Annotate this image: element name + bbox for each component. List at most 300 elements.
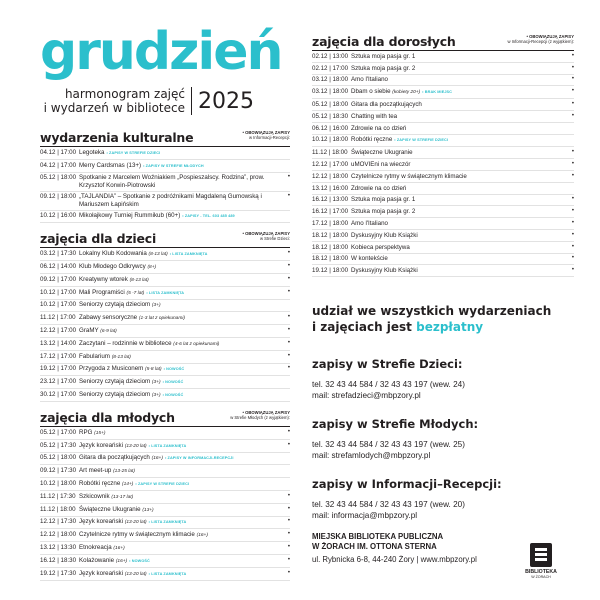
event-row: [312, 171, 574, 183]
event-title: Etnokreacja: [79, 543, 112, 551]
event-row: [312, 206, 574, 218]
event-title: Seniorzy czytają dzieciom: [79, 390, 151, 398]
event-title-wrap: [351, 173, 566, 180]
contact-youth: [312, 417, 574, 461]
event-row: [40, 555, 290, 568]
registration-bullet: •: [287, 288, 290, 295]
registration-bullet: •: [287, 518, 290, 525]
event-title-wrap: [351, 255, 566, 262]
registration-bullet: •: [287, 365, 290, 372]
event-title: RPG: [79, 428, 93, 436]
event-title-wrap: [351, 101, 566, 108]
event-datetime: 05.12 | 17:00: [40, 428, 77, 436]
subtitle: [40, 87, 192, 115]
section-header: [40, 410, 290, 425]
event-age: (3+): [151, 392, 161, 398]
event-title: Merry Cardsmas (13+): [79, 161, 142, 169]
event-title-wrap: [79, 544, 282, 552]
registration-bullet: •: [571, 149, 574, 156]
event-age: (14+): [122, 481, 134, 487]
event-title-wrap: [351, 232, 566, 239]
event-title-wrap: [79, 391, 282, 399]
registration-bullet: •: [287, 326, 290, 333]
registration-bullet: •: [287, 531, 290, 538]
event-title: GraMY: [79, 326, 99, 334]
event-title-wrap: [79, 429, 282, 437]
event-title-wrap: [79, 557, 282, 565]
event-title-wrap: [79, 480, 282, 488]
event-title-wrap: [79, 353, 282, 361]
event-datetime: 23.12 | 17:00: [40, 378, 77, 386]
event-age: (13-17 lat): [111, 494, 134, 500]
event-datetime: 05.12 | 18:00: [312, 100, 349, 108]
registration-bullet: •: [287, 275, 290, 282]
event-title: Seniorzy czytają dzieciom: [79, 378, 151, 386]
event-title-wrap: [351, 208, 566, 215]
library-logo: [520, 543, 562, 579]
participation-text: i zajęciach jest: [312, 320, 412, 335]
event-datetime: 03.12 | 18:00: [312, 76, 349, 84]
event-datetime: 12.12 | 18:00: [312, 172, 349, 180]
note-line-1: • OBOWIĄZUJĄ ZAPISY: [242, 231, 290, 237]
note-line-1: • OBOWIĄZUJĄ ZAPISY: [526, 34, 574, 39]
event-row: [40, 274, 290, 287]
event-row: [40, 248, 290, 261]
event-title-wrap: [79, 212, 282, 220]
event-title-wrap: [351, 53, 566, 60]
event-row: [312, 99, 574, 111]
event-age: (13-20 lat): [124, 520, 147, 526]
contact-reception: [312, 477, 574, 521]
event-datetime: 12.12 | 18:00: [40, 531, 77, 539]
event-age: (13+): [142, 507, 154, 513]
event-title-wrap: [79, 193, 282, 207]
event-title-wrap: [351, 65, 566, 72]
event-age: (13-20 lat): [124, 571, 147, 577]
event-title: Kolażowanie: [79, 556, 115, 564]
contact-title: zapisy w Strefie Młodych:: [312, 417, 479, 432]
event-tag: • ZAPISY W STREFIE DZIECI: [106, 150, 161, 155]
org-name-line-2: W ŻORACH IM. OTTONA STERNA: [312, 542, 437, 551]
section-kids: [40, 231, 290, 402]
event-datetime: 03.12 | 17:30: [40, 250, 77, 258]
event-datetime: 19.12 | 17:30: [40, 569, 77, 577]
event-title-wrap: [351, 125, 566, 132]
event-row: [312, 51, 574, 63]
event-title: W kontekście: [351, 255, 388, 263]
event-title: Seniorzy czytają dzieciom: [79, 301, 151, 309]
event-title-wrap: [79, 454, 282, 462]
event-title-wrap: [79, 149, 282, 157]
event-row: [312, 230, 574, 242]
event-datetime: 02.12 | 17:00: [312, 64, 349, 72]
contact-title: zapisy w Informacji–Recepcji:: [312, 477, 502, 492]
event-age: (1-3 lat z opiekunami): [138, 316, 185, 322]
event-datetime: 06.12 | 16:00: [312, 124, 349, 132]
event-list: [40, 248, 290, 402]
event-title: Dyskusyjny Klub Książki: [351, 231, 418, 239]
event-row: [40, 364, 290, 377]
event-title: Szkicownik: [79, 492, 110, 500]
event-title: Zaczytani – rodzinnie w bibliotece: [79, 339, 172, 347]
event-title-wrap: [351, 161, 566, 168]
event-row: [40, 338, 290, 351]
event-title-wrap: [79, 506, 282, 514]
event-title-wrap: [351, 196, 566, 203]
event-datetime: 02.12 | 13:00: [312, 52, 349, 60]
event-title-wrap: [79, 467, 282, 475]
event-age: (8-13 lat): [148, 252, 168, 258]
event-datetime: 13.12 | 13:30: [40, 543, 77, 551]
event-title: uMOVIEni na wieczór: [351, 160, 411, 168]
registration-bullet: •: [571, 160, 574, 167]
event-title: Sztuka moja pasja gr. 2: [351, 64, 416, 72]
year: 2025: [198, 88, 254, 114]
note-line-1: • OBOWIĄZUJĄ ZAPISY: [242, 130, 290, 135]
event-title: Kobieca perspektywa: [351, 243, 410, 251]
event-list: [40, 147, 290, 223]
event-tag: • LISTA ZAMKNIĘTA: [148, 443, 187, 448]
section-header: [40, 130, 290, 145]
event-row: [312, 242, 574, 254]
event-title-wrap: [79, 365, 282, 373]
event-row: [40, 478, 290, 491]
address: ul. Rybnicka 6-8, 44-240 Żory | www.mbpzory.pl: [312, 555, 477, 564]
event-datetime: 19.12 | 17:00: [40, 365, 77, 373]
event-datetime: 11.12 | 17:30: [40, 492, 76, 500]
event-title-wrap: [79, 162, 282, 170]
event-title: Zdrowie na co dzień: [351, 124, 407, 132]
event-datetime: 06.12 | 14:00: [40, 262, 77, 270]
event-age: (8+): [147, 264, 157, 270]
registration-bullet: •: [571, 52, 574, 59]
note-line-2: w Informacji-Recepcji:: [249, 135, 290, 140]
event-datetime: 11.12 | 18:00: [40, 505, 76, 513]
section-header: [312, 34, 574, 49]
event-title-wrap: [351, 76, 566, 83]
registration-bullet: •: [287, 556, 290, 563]
event-age: (13-25 lat): [113, 469, 135, 475]
event-datetime: 05.12 | 18:30: [312, 112, 349, 120]
event-tag: • NOWOŚĆ: [129, 558, 150, 563]
event-datetime: 18.12 | 18:00: [312, 255, 349, 263]
event-title-wrap: [79, 250, 282, 258]
event-datetime: 10.12 | 18:00: [312, 136, 349, 144]
event-row: [40, 211, 290, 224]
event-title: Przygoda z Musiconem: [79, 365, 144, 373]
event-title-wrap: [351, 185, 566, 192]
event-row: [40, 427, 290, 440]
registration-bullet: •: [287, 441, 290, 448]
event-datetime: 03.12 | 18:00: [312, 88, 349, 96]
book-logo-icon: [530, 543, 552, 567]
event-title: Chatting with tea: [351, 112, 398, 120]
event-row: [40, 542, 290, 555]
event-datetime: 17.12 | 17:00: [40, 352, 77, 360]
event-tag: • ZAPISY W STREFIE DZIECI: [135, 481, 190, 486]
registration-bullet: •: [287, 314, 290, 321]
registration-bullet: •: [571, 112, 574, 119]
free-highlight: bezpłatny: [416, 320, 484, 335]
registration-bullet: •: [287, 543, 290, 550]
event-row: [312, 63, 574, 75]
event-datetime: 10.12 | 18:00: [40, 479, 77, 487]
registration-note: [230, 410, 290, 420]
contact-phone: tel. 32 43 44 584 / 32 43 43 197 (wew. 20): [312, 500, 465, 510]
registration-bullet: •: [571, 100, 574, 107]
event-age: (16+): [113, 545, 125, 551]
note-line-2: w Informacji-Recepcji (z wyjątkiem):: [507, 39, 574, 44]
event-title-wrap: [79, 340, 282, 348]
event-age: (16+): [151, 456, 163, 462]
event-title-wrap: [79, 518, 282, 526]
registration-bullet: •: [287, 174, 290, 181]
event-title: Język koreański: [79, 518, 124, 526]
event-datetime: 09.12 | 17:00: [40, 275, 77, 283]
event-datetime: 30.12 | 17:00: [40, 390, 77, 398]
event-title-wrap: [351, 149, 566, 156]
event-datetime: 10.12 | 17:00: [40, 301, 77, 309]
contact-phone: tel. 32 43 44 584 / 32 43 43 197 (wew. 25): [312, 440, 465, 450]
participation-line-1: udział we wszystkich wydarzeniach: [312, 304, 552, 319]
event-row: [312, 254, 574, 266]
event-title: Kreatywny wtorek: [79, 275, 128, 283]
registration-bullet: •: [571, 243, 574, 250]
subtitle-line-2: i wydarzeń w bibliotece: [43, 101, 185, 115]
event-title: Amo l'Italiano: [351, 76, 388, 84]
event-title: Język koreański: [79, 569, 124, 577]
registration-note: [242, 231, 290, 241]
event-title: Art meet-up: [79, 467, 112, 475]
event-row: [40, 261, 290, 274]
event-title-wrap: [79, 442, 282, 450]
event-row: [40, 192, 290, 211]
event-row: [40, 440, 290, 453]
event-title: Lokalny Klub Kodowania: [79, 250, 147, 258]
event-row: [312, 159, 574, 171]
event-age: (8-13 lat): [129, 277, 149, 283]
event-list: [40, 427, 290, 581]
registration-bullet: •: [287, 193, 290, 200]
registration-bullet: •: [571, 196, 574, 203]
event-list: [312, 51, 574, 277]
logo-name: BIBLIOTEKA: [525, 569, 557, 575]
event-row: [312, 86, 574, 99]
registration-note: [242, 130, 290, 140]
event-datetime: 18.12 | 18:00: [312, 243, 349, 251]
event-row: [312, 111, 574, 123]
event-title-wrap: [79, 276, 282, 284]
event-title: Język koreański: [79, 441, 124, 449]
event-title: Gitara dla początkujących: [351, 100, 422, 108]
event-title-wrap: [351, 220, 566, 227]
event-row: [312, 123, 574, 135]
registration-bullet: •: [571, 255, 574, 262]
event-title: Spotkanie z Marcelem Woźniakiem „Pospieszalscy. Rodzina”, prow. Krzysztof Korwin-Piotrowski: [79, 174, 265, 189]
event-row: [40, 147, 290, 160]
registration-bullet: •: [287, 569, 290, 576]
event-title: Gitara dla początkujących: [79, 454, 150, 462]
event-title: „TAJLANDIA” – Spotkanie z podróżnikami Magdaleną Gumowską i Mariuszem Łapińskim: [79, 193, 262, 208]
event-row: [40, 376, 290, 389]
event-row: [40, 389, 290, 402]
registration-bullet: •: [571, 172, 574, 179]
event-datetime: 17.12 | 18:00: [312, 219, 349, 227]
event-title-wrap: [351, 113, 566, 120]
event-age: (4-6 lat z opiekunami): [173, 341, 220, 347]
event-title: Świąteczne Ukugranie: [79, 505, 141, 513]
event-tag: • LISTA ZAMKNIĘTA: [148, 571, 187, 576]
subheading: [40, 80, 290, 122]
event-datetime: 16.12 | 17:00: [312, 208, 349, 216]
subtitle-line-1: harmonogram zajęć: [64, 87, 185, 101]
event-age: (16+): [196, 533, 208, 539]
footer: [312, 532, 512, 565]
registration-bullet: •: [287, 352, 290, 359]
event-title: Robótki ręczne: [79, 479, 121, 487]
left-column: [40, 24, 290, 581]
event-datetime: 05.12 | 18:00: [40, 174, 77, 182]
section-title: wydarzenia kulturalne: [40, 130, 194, 145]
contact-phone: tel. 32 43 44 584 / 32 43 43 197 (wew. 24): [312, 380, 465, 390]
event-row: [312, 135, 574, 148]
event-row: [40, 453, 290, 466]
section-title: zajęcia dla dzieci: [40, 231, 157, 247]
contact-title: zapisy w Strefie Dzieci:: [312, 357, 463, 372]
event-age: (3+): [151, 380, 161, 386]
event-title-wrap: [79, 493, 282, 501]
section-youth: [40, 410, 290, 581]
event-title-wrap: [351, 136, 566, 144]
event-row: [312, 195, 574, 207]
org-name-line-1: MIEJSKA BIBLIOTEKA PUBLICZNA: [312, 532, 444, 541]
participation-line-2: [312, 319, 574, 335]
event-datetime: 19.12 | 18:00: [312, 267, 349, 275]
event-row: [40, 325, 290, 338]
event-title-wrap: [79, 378, 282, 386]
event-title: Sztuka moja pasja gr. 1: [351, 196, 416, 204]
registration-bullet: •: [571, 231, 574, 238]
event-tag: • BRAK MIEJSC: [422, 90, 453, 95]
event-tag: • ZAPISY - TEL. 603 485 489: [182, 214, 235, 219]
registration-bullet: •: [287, 428, 290, 435]
section-title: zajęcia dla dorosłych: [312, 34, 456, 49]
event-title: Mali Programiści: [79, 288, 125, 296]
registration-note: [507, 34, 574, 44]
event-title: Robótki ręczne: [351, 136, 393, 144]
event-row: [40, 300, 290, 313]
free-participation-note: [312, 303, 574, 335]
event-tag: • NOWOŚĆ: [162, 392, 184, 397]
event-datetime: 09.12 | 18:00: [40, 193, 77, 201]
event-title: Zdrowie na co dzień: [351, 184, 407, 192]
event-row: [312, 147, 574, 159]
event-datetime: 16.12 | 13:00: [312, 196, 349, 204]
contact-email[interactable]: mail: informacja@mbpzory.pl: [312, 511, 418, 521]
contact-email[interactable]: mail: strefamlodych@mbpzory.pl: [312, 451, 431, 461]
event-age: (kobiety 20+): [392, 90, 421, 96]
event-datetime: 05.12 | 18:00: [40, 454, 77, 462]
event-row: [40, 491, 290, 504]
registration-bullet: •: [287, 339, 290, 346]
registration-bullet: •: [571, 88, 574, 95]
event-age: (16+): [115, 558, 128, 564]
event-title-wrap: [79, 327, 282, 335]
event-row: [312, 183, 574, 195]
event-age: (6-9 lat): [100, 328, 117, 334]
event-datetime: 12.12 | 17:00: [40, 326, 77, 334]
note-line-2: w Strefie Dzieci:: [259, 236, 290, 242]
registration-bullet: •: [287, 492, 290, 499]
event-title-wrap: [351, 267, 566, 274]
event-row: [40, 160, 290, 173]
event-title-wrap: [79, 531, 282, 539]
event-tag: • ZAPISY W INFORMACJI-RECEPCJI: [164, 456, 234, 461]
registration-bullet: •: [287, 250, 290, 257]
event-tag: • ZAPISY W STREFIE MŁODYCH: [143, 163, 204, 168]
registration-bullet: •: [287, 262, 290, 269]
event-datetime: 10.12 | 16:00: [40, 212, 77, 220]
event-age: (8-13 lat): [111, 354, 131, 360]
event-row: [40, 173, 290, 192]
registration-bullet: •: [571, 64, 574, 71]
event-row: [40, 568, 290, 581]
event-title-wrap: [351, 88, 566, 96]
event-row: [40, 287, 290, 300]
event-title: Amo l'Italiano: [351, 219, 388, 227]
event-tag: • LISTA ZAMKNIĘTA: [146, 290, 185, 295]
event-datetime: 11.12 | 17:00: [40, 314, 76, 322]
event-datetime: 11.12 | 18:00: [312, 149, 348, 157]
right-column: [312, 34, 574, 521]
event-title-wrap: [79, 174, 282, 188]
event-datetime: 12.12 | 17:00: [312, 160, 349, 168]
registration-bullet: •: [571, 267, 574, 274]
event-row: [312, 75, 574, 87]
event-title: Czytelnicze rytmy w świątecznym klimacie: [79, 531, 195, 539]
event-row: [40, 312, 290, 325]
event-row: [312, 218, 574, 230]
event-title: Sztuka moja pasja gr. 2: [351, 208, 416, 216]
event-title: Sztuka moja pasja gr. 1: [351, 52, 416, 60]
event-row: [312, 265, 574, 277]
event-datetime: 13.12 | 16:00: [312, 184, 349, 192]
event-datetime: 13.12 | 14:00: [40, 339, 77, 347]
event-datetime: 10.12 | 17:00: [40, 288, 77, 296]
registration-bullet: •: [571, 208, 574, 215]
logo-subtitle: W ŻORACH: [531, 575, 551, 579]
section-header: [40, 231, 290, 246]
event-title: Zabawy sensoryczne: [79, 314, 138, 322]
contact-kids: [312, 357, 574, 401]
registration-bullet: •: [571, 76, 574, 83]
note-line-2: w Strefie Młodych (z wyjątkiem):: [230, 414, 290, 420]
event-tag: • NOWOŚĆ: [162, 380, 184, 385]
event-title: Dbam o siebie: [351, 88, 391, 96]
event-title-wrap: [79, 263, 282, 271]
event-age: (15+): [94, 430, 106, 436]
event-datetime: 09.12 | 17:30: [40, 467, 77, 475]
event-tag: • NOWOŚĆ: [163, 367, 185, 372]
section-cultural: [40, 130, 290, 223]
event-datetime: 16.12 | 18:30: [40, 556, 77, 564]
event-age: (13-20 lat): [124, 443, 147, 449]
registration-bullet: •: [287, 505, 290, 512]
contact-email[interactable]: mail: strefadzieci@mbpzory.pl: [312, 391, 421, 401]
event-tag: • LISTA ZAMKNIĘTA: [169, 252, 208, 257]
note-line-1: • OBOWIĄZUJĄ ZAPISY: [242, 409, 290, 415]
event-title: Mikołajkowy Turniej Rummikub (60+): [79, 212, 181, 220]
